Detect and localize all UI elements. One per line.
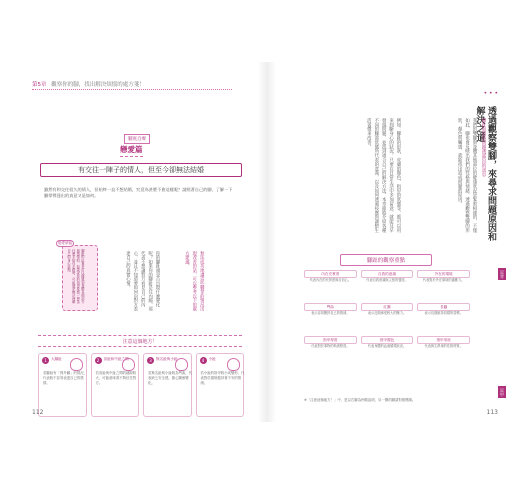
cell-desc: 代表自我意識與主張的強度。 bbox=[366, 278, 408, 282]
cell-title: 彎曲 bbox=[304, 303, 357, 311]
grid-cell bbox=[361, 336, 414, 366]
foot-icon bbox=[227, 358, 240, 371]
side-note-text: 腳趾的位置是可以傳遞到身體各個部分與感情的。如果說你的指甲要想一想為什麼手指在走路時，可能就是無法理解自己的身心狀態。 bbox=[66, 249, 85, 304]
tips-bar bbox=[38, 335, 242, 347]
chapter-label: 第5章 bbox=[32, 82, 47, 88]
tip-title: 大腳趾 bbox=[51, 357, 62, 361]
tip-number: 1 bbox=[42, 357, 49, 364]
tip-number: 2 bbox=[95, 357, 102, 364]
cell-desc: 表示長期維持同樣的習慣。 bbox=[424, 311, 463, 315]
cell-title: 指甲形狀 bbox=[417, 336, 470, 344]
section-title: 戀愛篇 bbox=[120, 144, 143, 157]
cell-desc: 代表對於外在環境的適應力。 bbox=[422, 278, 465, 282]
grid-cell bbox=[304, 336, 357, 366]
cell-desc: 代表身體的血液循環狀況。 bbox=[367, 344, 407, 348]
vertical-body-2: 例如：腳趾的形狀、皮膚的顏色、指甲的狀態等，都可以用來判斷身心的狀況。只要在日常生活中多加留意，就能及早發現問題，並找到適合自己的解決方法。本章節將介紹各種不同的腳部狀態所代表的意義，以及如何透過按摩與調整生活習慣來改善。 bbox=[366, 118, 401, 233]
question-box bbox=[40, 163, 242, 177]
cell-title: 自我的意識 bbox=[361, 270, 414, 278]
tip-number: 4 bbox=[200, 357, 207, 364]
chapter-title: 觀察你的腳，找出解決煩惱的處方箋！ bbox=[51, 82, 145, 88]
tip-title: 無名趾與小趾 bbox=[156, 357, 178, 361]
left-page bbox=[20, 62, 258, 422]
cell-title: 長繭 bbox=[417, 303, 470, 311]
vertical-body-highlight: 無法成功地讓這些腳掌的情況出現改善的話，可以參考以下的處方建議。 bbox=[184, 251, 205, 312]
side-note-label: 戀愛煩惱 bbox=[58, 241, 72, 245]
right-page bbox=[276, 62, 510, 422]
running-header bbox=[32, 80, 145, 88]
vertical-subtitle: 腳趾與感情問題透露出的訊息 bbox=[481, 118, 486, 177]
foot-icon bbox=[122, 358, 135, 371]
grid-cell bbox=[417, 336, 470, 366]
tips-row bbox=[38, 353, 244, 417]
grid-cell bbox=[304, 303, 357, 333]
tip-card bbox=[196, 353, 245, 417]
question-text: 有交往一陣子的情人，但至今卻無法結婚 bbox=[78, 166, 204, 174]
tips-title: 注意這個地方！ bbox=[122, 338, 158, 345]
tip-title: 小趾 bbox=[208, 357, 216, 361]
side-tab: 足背 bbox=[500, 270, 505, 279]
grid-title: 腳趾的觀察重點 bbox=[340, 254, 432, 266]
vertical-body: 你的腳趾頭是否出現什麼變化呢？如果你的腳趾是往內縮，那代表不想讓對方看見自己的內心，並且不知道要如何向對方表達自己的真實心情。 bbox=[125, 251, 161, 312]
intro-paragraph: 雖然有和交往很久的情人，但始終一直不想結婚，究竟為甚麼不會這樣呢？請照著自己的腳，了解一下腳掌傳達出的真意又是如何。 bbox=[44, 187, 233, 199]
observation-grid bbox=[304, 270, 470, 366]
grid-cell bbox=[417, 303, 470, 333]
cell-desc: 代表內在的充實度與自信心。 bbox=[309, 278, 352, 282]
side-tab: 足甲 bbox=[500, 388, 505, 397]
tip-card bbox=[143, 353, 192, 417]
page-number-right: 113 bbox=[486, 409, 498, 416]
cell-title: 指甲厚度 bbox=[304, 336, 357, 344]
cell-desc: 代表對於事物的執著程度。 bbox=[311, 344, 350, 348]
vertical-body-1: 我們的雙腳與身體其他部位的健康狀況是緊密相連的，不僅如此，腳也會反映出我們的性格與情緒。透過觀察雙腳的形狀、顏色與觸感，就能找出造成問題的原因。 bbox=[457, 118, 477, 233]
book-gutter bbox=[258, 62, 276, 422]
tip-card bbox=[91, 353, 140, 417]
grid-cell bbox=[304, 270, 357, 300]
tip-card bbox=[38, 353, 87, 417]
grid-cell bbox=[417, 270, 470, 300]
tip-body: 若食趾與中趾之間的縫隙較大，可能意味著不夠信任對方。 bbox=[95, 371, 137, 385]
tip-body: 若小趾的指甲較小或變形，代表對於婚姻抱持著不安的情緒。 bbox=[200, 371, 245, 385]
cell-desc: 表示容易壓抑自己的情緒。 bbox=[311, 311, 350, 315]
page-number-left: 112 bbox=[32, 409, 44, 416]
cell-desc: 代表與生俱來的性格特質。 bbox=[424, 344, 463, 348]
foot-icon bbox=[175, 358, 188, 371]
footnote: ※「注意這個地方！」中，是以右腳為例做說明，另一側的腳請對照閱讀。 bbox=[304, 398, 416, 402]
tip-title: 食趾和中趾之間 bbox=[103, 357, 129, 361]
foot-icon bbox=[70, 358, 83, 371]
vertical-title: 透過觀察雙腳，來尋求問題原因和解決之道 bbox=[474, 106, 496, 241]
book-spread bbox=[20, 62, 510, 422]
header-rule bbox=[32, 89, 232, 90]
tip-body: 若腳趾有「拇外翻」的情況，代表較不容易表達自己的感情。 bbox=[43, 371, 88, 385]
grid-cell bbox=[361, 303, 414, 333]
cell-title: 指甲顏色 bbox=[361, 336, 414, 344]
cell-title: 紅腫 bbox=[361, 303, 414, 311]
cell-title: 內在充實度 bbox=[304, 270, 357, 278]
grid-cell bbox=[361, 270, 414, 300]
category-tag: 腳底自療 bbox=[124, 134, 150, 144]
cell-desc: 表示近期承受較大的壓力。 bbox=[367, 311, 407, 315]
tip-body: 若無名趾與小趾較為彎曲，代表缺乏安全感，擔心關係變化。 bbox=[148, 371, 193, 385]
cell-title: 外在的環境 bbox=[417, 270, 470, 278]
tip-number: 3 bbox=[147, 357, 154, 364]
decor-dots: • • • bbox=[483, 90, 498, 97]
